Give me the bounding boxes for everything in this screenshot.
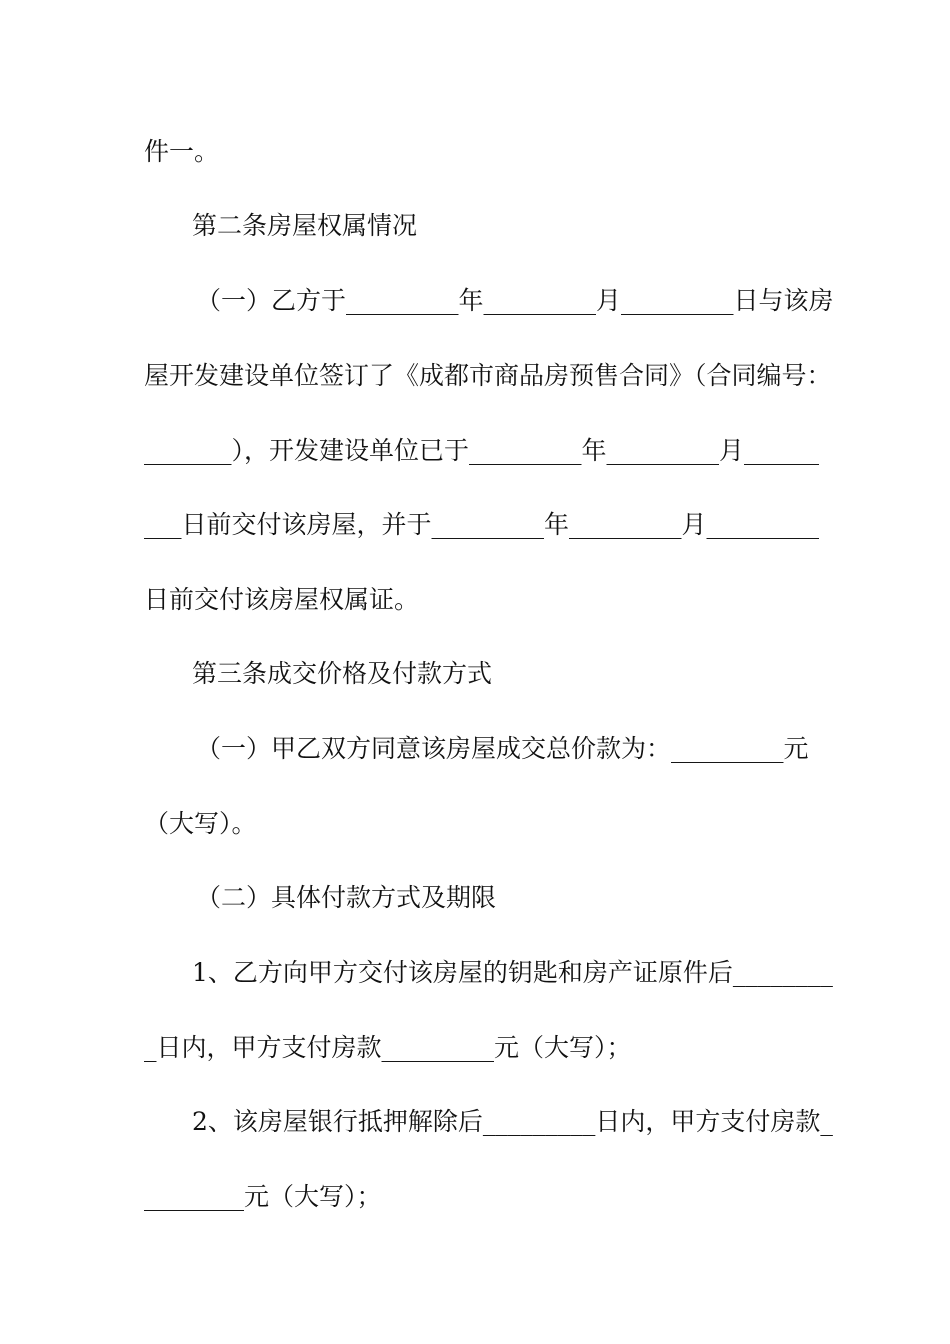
paragraph-line: （一）甲乙双方同意该房屋成交总价款为：_________元 [196,734,809,763]
paragraph-line: （一）乙方于_________年_________月_________日与该房 [196,286,834,315]
paragraph-line: 日前交付该房屋权属证。 [144,585,420,614]
paragraph-line: （二）具体付款方式及期限 [196,883,497,912]
paragraph-line: 2、该房屋银行抵押解除后_________日内，甲方支付房款_ [192,1107,833,1136]
paragraph-line: （大写）。 [144,809,257,838]
section-heading: 第二条房屋权属情况 [192,211,418,240]
paragraph-line: ___日前交付该房屋，并于_________年_________月_________ [144,510,820,539]
paragraph-line: 屋开发建设单位签订了《成都市商品房预售合同》（合同编号： [144,361,832,390]
paragraph-line: _日内，甲方支付房款_________元（大写）； [144,1033,632,1062]
section-heading: 第三条成交价格及付款方式 [192,659,493,688]
paragraph-line: _______），开发建设单位已于_________年_________月______ [144,436,820,465]
paragraph-line: ________元（大写）； [144,1182,382,1211]
paragraph-line: 1、乙方向甲方交付该房屋的钥匙和房产证原件后________ [192,958,833,987]
paragraph-line: 件一。 [144,137,220,166]
